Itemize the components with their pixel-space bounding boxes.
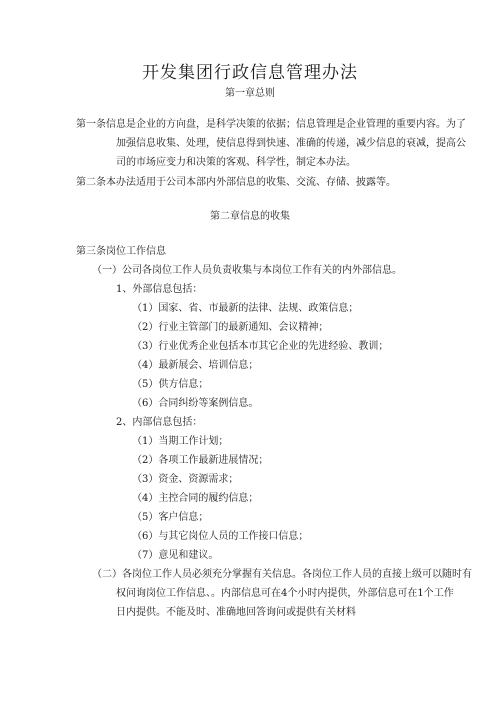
section-1: （一）公司各岗位工作人员负责收集与本岗位工作有关的内外部信息。: [92, 265, 402, 276]
article-1-line-2: 加强信息收集、处理，使信息得到快速、准确的传递，减少信息的衰减，提高公: [116, 138, 466, 149]
list-item: （3）资金、资源需求；: [132, 474, 239, 485]
list-item: （5）供方信息；: [132, 379, 209, 390]
section-2-line-2: 权问询岗位工作信息、。内部信息可在4个小时内提供，外部信息可在1个工作: [116, 588, 454, 599]
document-title: 开发集团行政信息管理办法: [142, 63, 358, 83]
list-item: （6）合同纠纷等案例信息。: [132, 398, 259, 409]
article-2: 第二条本办法适用于公司本部内外部信息的收集、交流、存储、披露等。: [76, 177, 396, 188]
list-item: （4）最新展会、培训信息；: [132, 360, 259, 371]
section-2-line-3: 日内提供。不能及时、准确地回答询问或提供有关材料: [116, 607, 356, 618]
external-info-heading: 1、外部信息包括：: [116, 284, 203, 295]
list-item: （6）与其它岗位人员的工作接口信息；: [132, 531, 309, 542]
list-item: （3）行业优秀企业包括本市其它企业的先进经验、教训；: [132, 341, 389, 352]
list-item: （1）当期工作计划；: [132, 436, 229, 447]
list-item: （4）主控合同的履约信息；: [132, 493, 259, 504]
list-item: （5）客户信息；: [132, 512, 209, 523]
article-1-line-3: 司的市场应变力和决策的客观、科学性，制定本办法。: [116, 157, 356, 168]
article-3: 第三条岗位工作信息: [76, 246, 166, 257]
list-item: （2）各项工作最新进展情况；: [132, 455, 269, 466]
article-1-line-1: 第一条信息是企业的方向盘，是科学决策的依据；信息管理是企业管理的重要内容。为了: [76, 119, 466, 130]
list-item: （7）意见和建议。: [132, 550, 219, 561]
list-item: （2）行业主管部门的最新通知、会议精神；: [132, 322, 329, 333]
chapter-2-heading: 第二章信息的收集: [210, 211, 290, 222]
list-item: （1）国家、省、市最新的法律、法规、政策信息；: [132, 303, 359, 314]
section-2-line-1: （二）各岗位工作人员必须充分掌握有关信息。各岗位工作人员的直接上级可以随时有: [92, 569, 472, 580]
chapter-1-heading: 第一章总则: [225, 88, 275, 99]
internal-info-heading: 2、内部信息包括：: [116, 417, 203, 428]
